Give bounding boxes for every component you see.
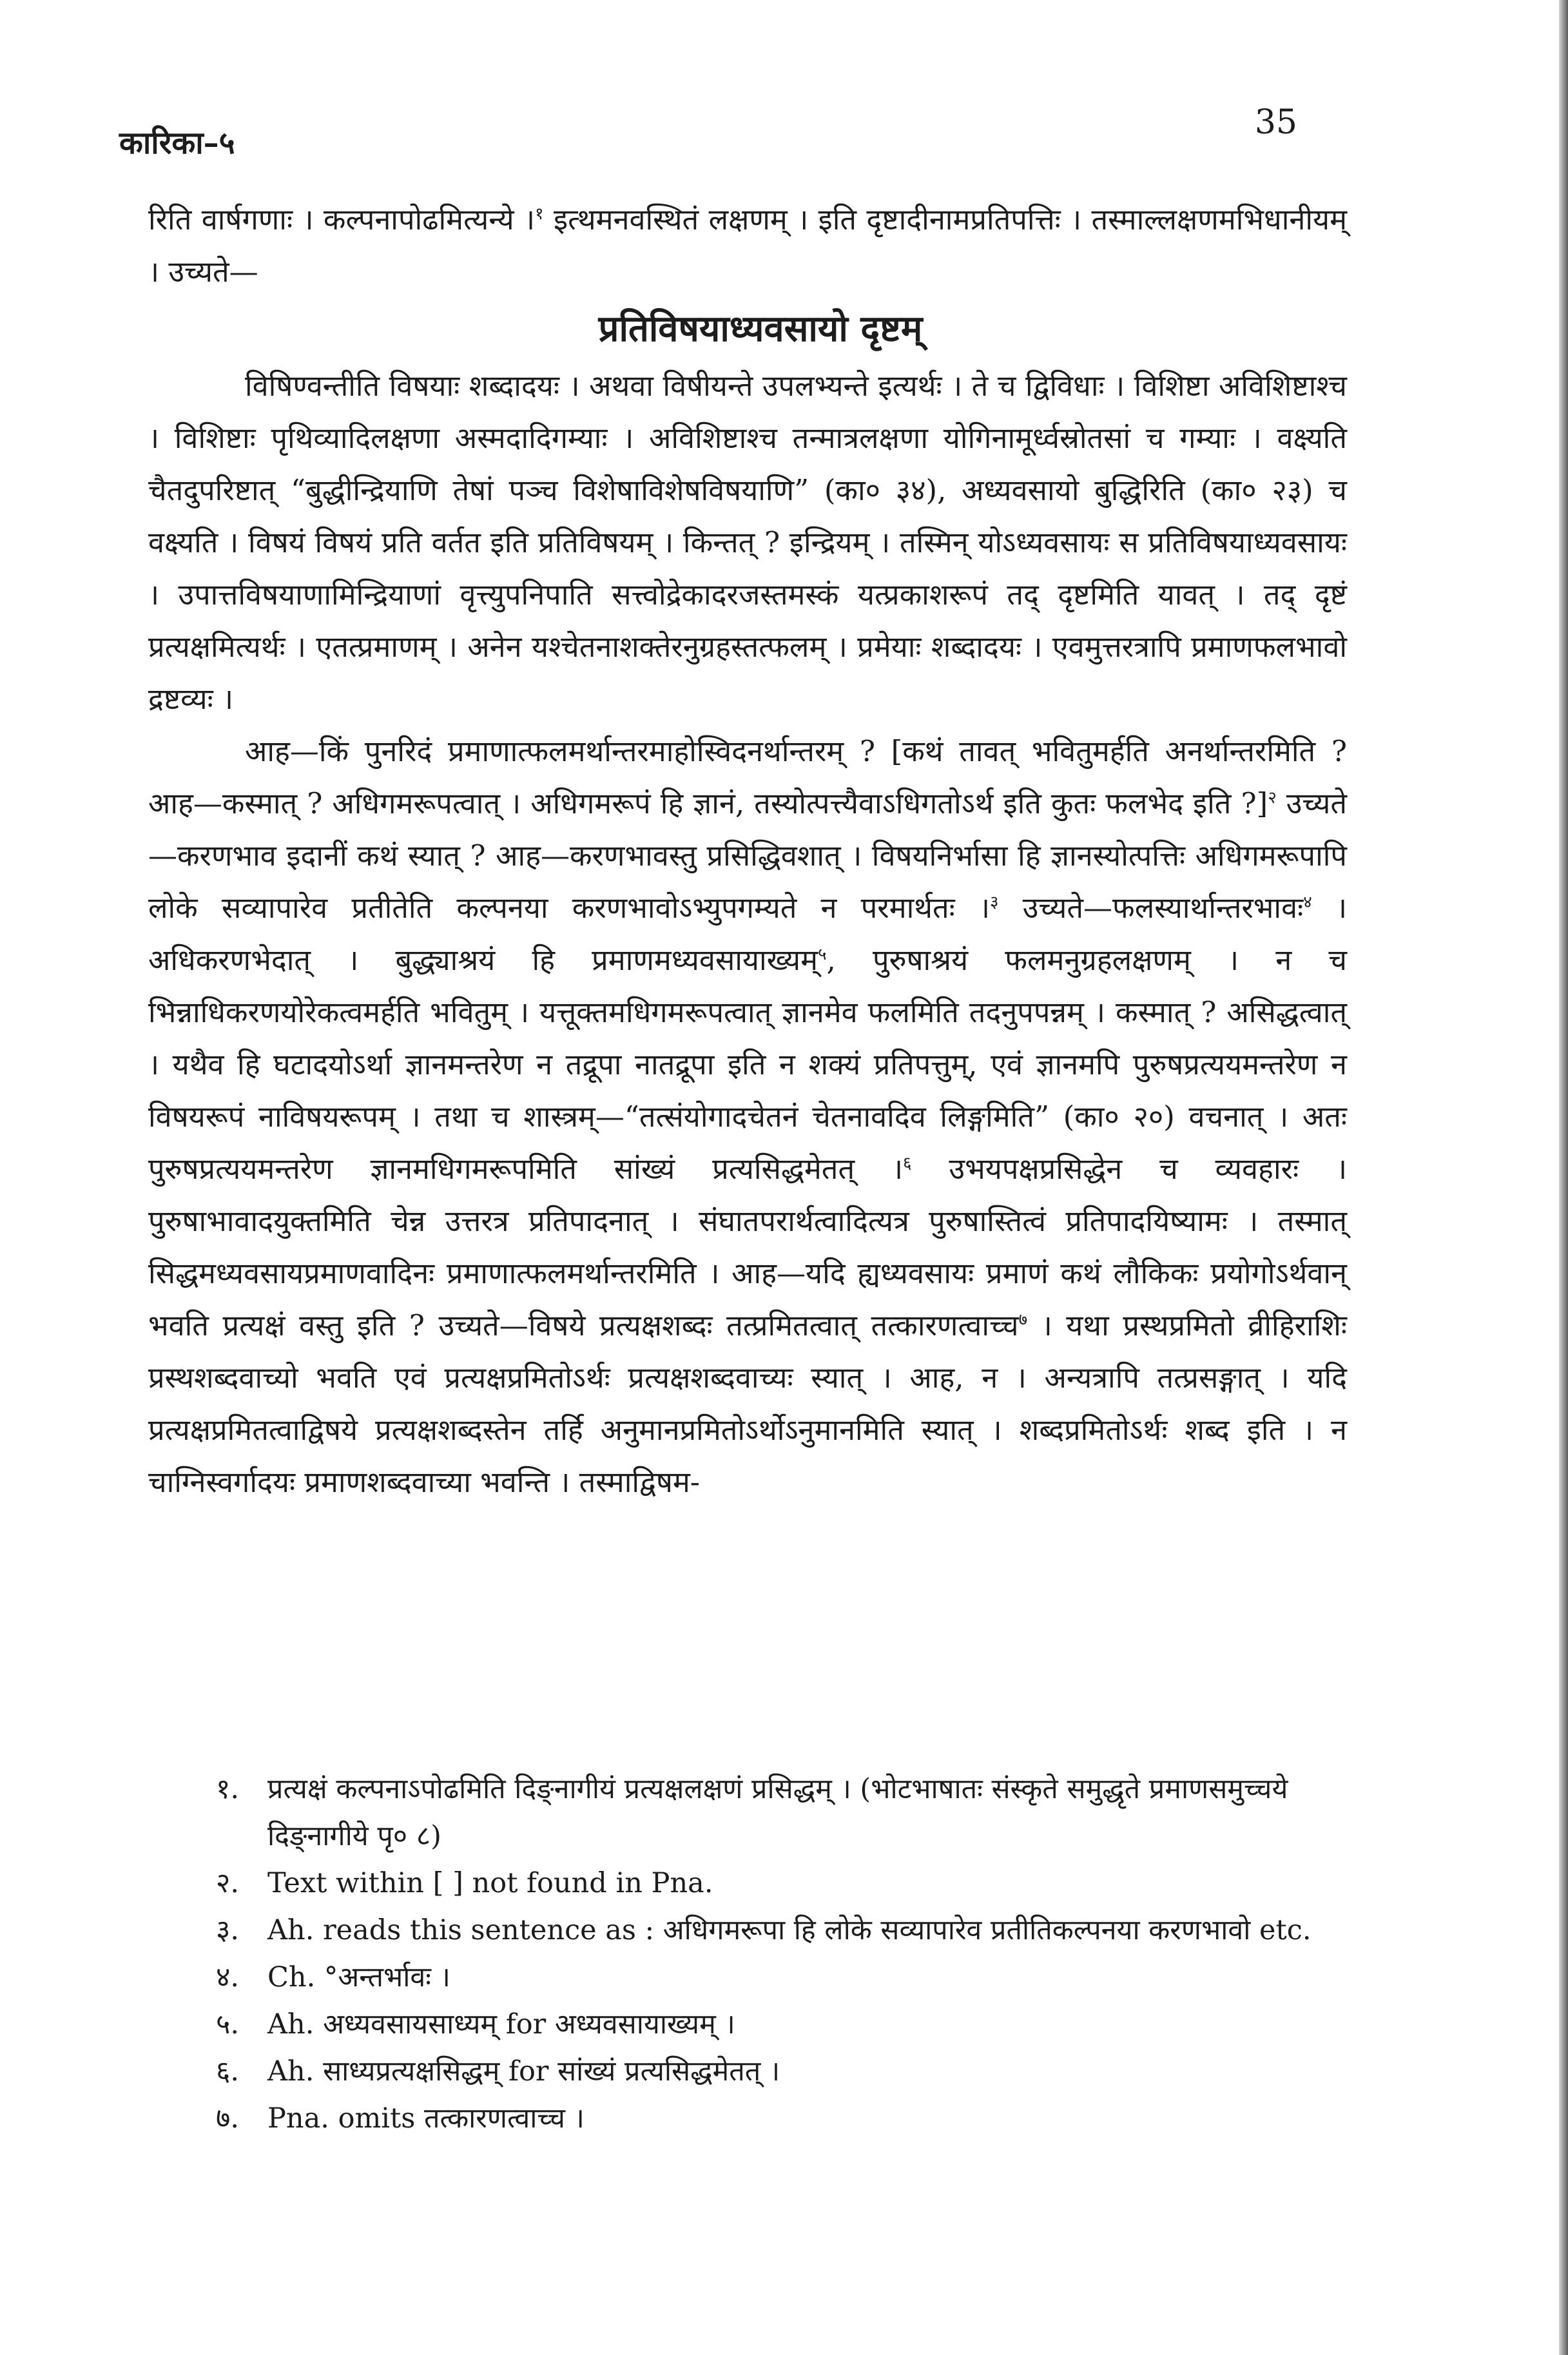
footnote-marker: ४ [1303,893,1312,912]
footnote [148,1954,1347,2001]
page-binding-edge [1559,0,1568,2355]
paragraph-text: रिति वार्षगणाः । कल्पनापोढमित्यन्ये । [148,202,536,237]
footnote-number: ४. [216,1961,240,1993]
footnote-text: Text within [ ] not found in Pna. [267,1867,713,1899]
page-number: 35 [1254,103,1297,142]
paragraph-text: उच्यते—करणभाव इदानीं कथं स्यात् ? आह—करणभावस्तु प्रसिद्धिवशात् । विषयनिर्भासा हि ज्ञानस्योत्पत्तिः अधिगमरूपापि लोके सव्यापारेव प्रतीतेति कल्पनया करणभावोऽभ्युपगम्यते न परमार्थतः । [148,786,1347,925]
footnote [148,1766,1347,1860]
paragraph-text: इत्थमनवस्थितं लक्षणम् । इति दृष्टादीनामप्रतिपत्तिः । तस्माल्लक्षणमभिधानीयम् । उच्यते— [148,202,1347,289]
footnote-number: २. [216,1867,240,1899]
paragraph-text: । यथा प्रस्थप्रमितो व्रीहिराशिः प्रस्थशब्दवाच्यो भवति एवं प्रत्यक्षप्रमितोऽर्थः प्रत्यक्षशब्दवाच्यः स्यात् । आह, न । अन्यत्रापि तत्प्रसङ्गात् । यदि प्रत्यक्षप्रमितत्वाद्विषये प्रत्यक्षशब्दस्तेन तर्हि अनुमानप्रमितोऽर्थोऽनुमानमिति स्यात् । शब्दप्रमितोऽर्थः शब्द इति । न चाग्निस्वर्गादयः प्रमाणशब्दवाच्या भवन्ति । तस्माद्विषम- [148,1308,1347,1499]
paragraph [148,725,1347,1508]
footnote-marker: ७ [1018,1310,1028,1330]
verse-heading: प्रतिविषयाध्यवसायो दृष्टम् [598,307,923,350]
footnote [148,2001,1347,2048]
footnotes [148,1766,1347,2142]
main-text [148,193,1347,1508]
footnote [148,2048,1347,2095]
footnote-marker: २ [1268,788,1277,808]
footnote-text: Ah. अध्यवसायसाध्यम् for अध्यवसायाख्यम् । [267,2008,735,2040]
footnote-marker: ३ [990,893,999,912]
footnote-number: ३. [216,1914,240,1946]
paragraph-text: उच्यते—फलस्यार्थान्तरभावः [998,891,1304,925]
paragraph-text: उभयपक्षप्रसिद्धेन च व्यवहारः । पुरुषाभावादयुक्तमिति चेन्न उत्तरत्र प्रतिपादनात् । संघातपरार्थत्वादित्यत्र पुरुषास्तित्वं प्रतिपादयिष्यामः । तस्मात् सिद्धमध्यवसायप्रमाणवादिनः प्रमाणात्फलमर्थान्तरमिति । आह—यदि ह्यध्यवसायः प्रमाणं कथं लौकिकः प्रयोगोऽर्थवान् भवति प्रत्यक्षं वस्तु इति ? उच्यते—विषये प्रत्यक्षशब्दः तत्प्रमितत्वात् तत्कारणत्वाच्च [148,1152,1347,1342]
page-header [119,103,1297,168]
footnote-text: प्रत्यक्षं कल्पनाऽपोढमिति दिङ्नागीयं प्रत्यक्षलक्षणं प्रसिद्धम् । (भोटभाषातः संस्कृते समुद्धृते प्रमाणसमुच्चये दिङ्नागीये पृ० ८) [267,1773,1288,1852]
paragraph-text: , पुरुषाश्रयं फलमनुग्रहलक्षणम् । न च भिन्नाधिकरणयोरेकत्वमर्हति भवितुम् । यत्तूक्तमधिगमरूपत्वात् ज्ञानमेव फलमिति तदनुपपन्नम् । कस्मात् ? असिद्धत्वात् । यथैव हि घटादयोऽर्था ज्ञानमन्तरेण न तद्रूपा नातद्रूपा इति न शक्यं प्रतिपत्तुम्, एवं ज्ञानमपि पुरुषप्रत्ययमन्तरेण न विषयरूपं नाविषयरूपम् । तथा च शास्त्रम्—“तत्संयोगादचेतनं चेतनावदिव लिङ्गमिति” (का० २०) वचनात् । अतः पुरुषप्रत्ययमन्तरेण ज्ञानमधिगमरूपमिति सांख्यं प्रत्यसिद्धमेतत् । [148,943,1347,1186]
running-head: कारिका–५ [119,125,235,161]
footnote-text: Ch. °अन्तर्भावः । [267,1961,450,1993]
footnote [148,1860,1347,1907]
footnote-number: ६. [216,2055,240,2088]
footnote-marker: १ [535,204,544,224]
footnote [148,2095,1347,2142]
footnote-text: Pna. omits तत्कारणत्वाच्च । [267,2102,585,2135]
footnote-number: ७. [216,2102,240,2135]
footnote-marker: ६ [903,1154,912,1173]
footnote-number: १. [216,1773,240,1805]
footnote-number: ५. [216,2008,240,2040]
paragraph [148,193,1347,298]
footnote-text: Ah. reads this sentence as : अधिगमरूपा हि लोके सव्यापारेव प्रतीतिकल्पनया करणभावो etc. [267,1914,1312,1946]
footnote [148,1907,1347,1954]
footnote-text: Ah. साध्यप्रत्यक्षसिद्धम् for सांख्यं प्रत्यसिद्धमेतत् । [267,2055,780,2088]
paragraph: विषिण्वन्तीति विषयाः शब्दादयः । अथवा विषीयन्ते उपलभ्यन्ते इत्यर्थः । ते च द्विविधाः । विशिष्टा अविशिष्टाश्च । विशिष्टाः पृथिव्यादिलक्षणा अस्मदादिगम्याः । अविशिष्टाश्च तन्मात्रलक्षणा योगिनामूर्ध्वस्रोतसां च गम्याः । वक्ष्यति चैतदुपरिष्टात् “बुद्धीन्द्रियाणि तेषां पञ्च विशेषाविशेषविषयाणि” (का० ३४), अध्यवसायो बुद्धिरिति (का० २३) च वक्ष्यति । विषयं विषयं प्रति वर्तत इति प्रतिविषयम् । किन्तत् ? इन्द्रियम् । तस्मिन् योऽध्यवसायः स प्रतिविषयाध्यवसायः । उपात्तविषयाणामिन्द्रियाणां वृत्त्युपनिपाति सत्त्वोद्रेकादरजस्तमस्कं यत्प्रकाशरूपं तद् दृष्टमिति यावत् । तद् दृष्टं प्रत्यक्षमित्यर्थः । एतत्प्रमाणम् । अनेन यश्चेतनाशक्तेरनुग्रहस्तत्फलम् । प्रमेयाः शब्दादयः । एवमुत्तरत्रापि प्रमाणफलभावो द्रष्टव्यः । [148,369,1347,716]
paragraph-text: आह—किं पुनरिदं प्रमाणात्फलमर्थान्तरमाहोस्विदनर्थान्तरम् ? [कथं तावत् भवितुमर्हति अनर्थान्तरमिति ? आह—कस्मात् ? अधिगमरूपत्वात् । अधिगमरूपं हि ज्ञानं, तस्योत्पत्त्यैवाऽधिगतोऽर्थ इति कुतः फलभेद इति ?] [148,734,1347,820]
paragraph-text: । अधिकरणभेदात् । बुद्ध्याश्रयं हि प्रमाणमध्यवसायाख्यम् [148,891,1347,977]
footnote-marker: ५ [818,945,827,964]
